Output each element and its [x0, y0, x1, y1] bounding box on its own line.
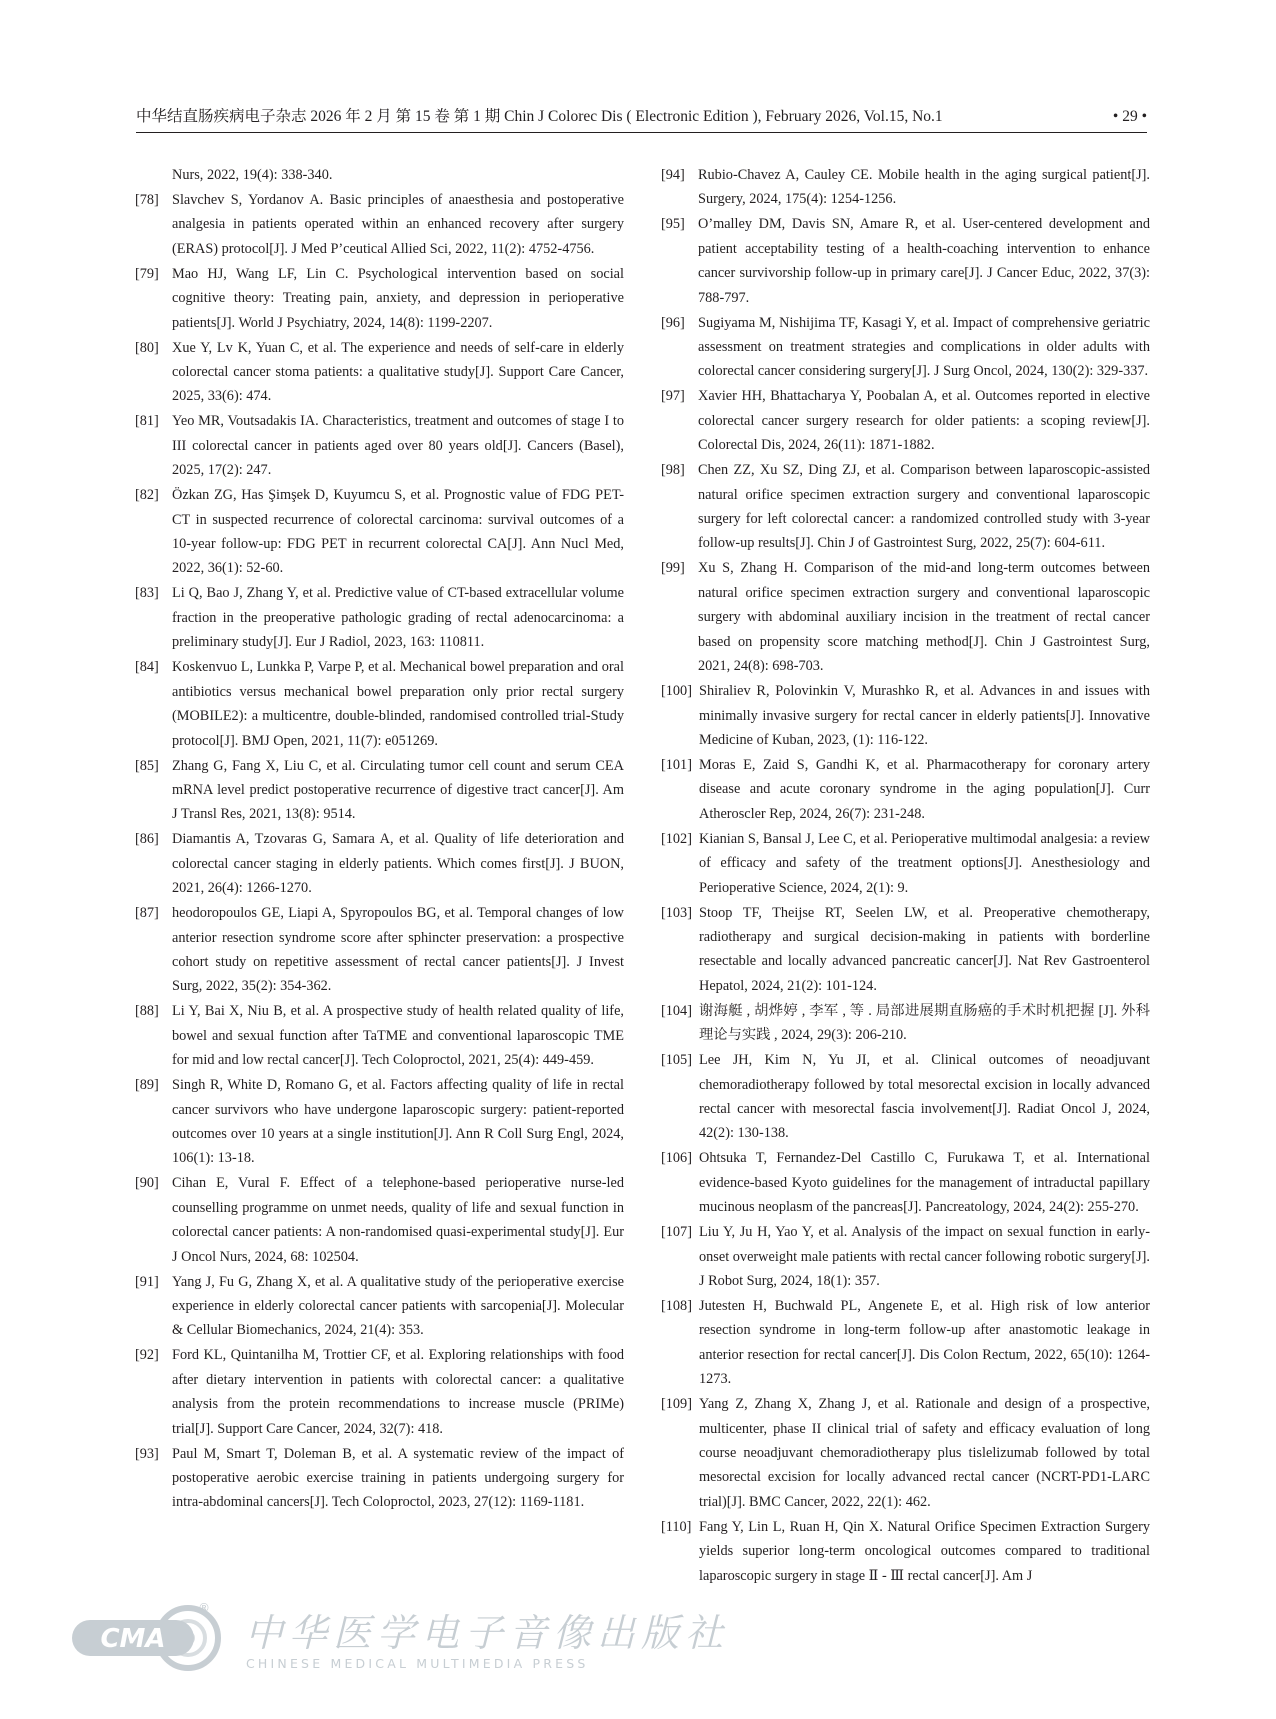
reference-number: [110]	[661, 1518, 692, 1535]
running-header	[136, 104, 1147, 133]
reference-number: [102]	[661, 830, 692, 847]
reference-item	[135, 581, 624, 654]
reference-list-left	[135, 188, 624, 1515]
reference-item	[661, 999, 1150, 1048]
reference-number: [82]	[135, 487, 159, 504]
reference-item	[135, 409, 624, 482]
reference-text: Diamantis A, Tzovaras G, Samara A, et al. Quality of life deterioration and colorectal cancer staging in elderly patients. Which comes first[J]. J BUON, 2021, 26(4): 1266-1270.	[172, 831, 624, 897]
reference-item	[661, 1220, 1150, 1293]
reference-number: [85]	[135, 757, 159, 774]
reference-number: [83]	[135, 585, 159, 602]
reference-number: [89]	[135, 1077, 159, 1094]
reference-item	[135, 1270, 624, 1343]
reference-text: Li Y, Bai X, Niu B, et al. A prospective study of health related quality of life, bowel and sexual function after TaTME and conventional laparoscopic TME for mid and low rectal cancer[J]. Tech Coloproctol, 2021, 25(4): 449-459.	[172, 1003, 624, 1069]
reference-number: [81]	[135, 413, 159, 430]
reference-text: Xavier HH, Bhattacharya Y, Poobalan A, et al. Outcomes reported in elective colorectal cancer surgery research for older patients: a scoping review[J]. Colorectal Dis, 2024, 26(11): 1871-1882.	[698, 388, 1150, 454]
reference-number: [91]	[135, 1273, 159, 1290]
reference-item	[135, 655, 624, 753]
reference-item	[661, 1146, 1150, 1219]
reference-text: Moras E, Zaid S, Gandhi K, et al. Pharmacotherapy for coronary artery disease and acute coronary syndrome in the aging population[J]. Curr Atheroscler Rep, 2024, 26(7): 231-248.	[699, 756, 1150, 822]
reference-number: [84]	[135, 659, 159, 676]
registered-mark: ®	[198, 1601, 210, 1615]
reference-item	[661, 384, 1150, 457]
reference-item	[135, 901, 624, 999]
reference-item	[135, 483, 624, 581]
reference-number: [86]	[135, 831, 159, 848]
cma-logo-icon	[70, 1600, 240, 1680]
reference-number: [100]	[661, 683, 692, 700]
reference-item	[661, 212, 1150, 310]
reference-text: Liu Y, Ju H, Yao Y, et al. Analysis of the impact on sexual function in early-onset overweight male patients with rectal cancer following robotic surgery[J]. J Robot Surg, 2024, 18(1): 357.	[699, 1224, 1150, 1289]
reference-number: [90]	[135, 1175, 159, 1192]
reference-number: [94]	[661, 167, 685, 183]
reference-text: Cihan E, Vural F. Effect of a telephone-based perioperative nurse-led counselling programme on unmet needs, quality of life and sexual function in colorectal cancer patients: A non-randomised quasi-experimental study[J]. Eur J Oncol Nurs, 2024, 68: 102504.	[172, 1175, 624, 1265]
reference-item	[135, 827, 624, 900]
reference-item	[661, 1048, 1150, 1146]
reference-list-right	[661, 163, 1150, 1588]
cma-logo-text: CMA	[100, 1624, 166, 1654]
reference-number: [99]	[661, 560, 685, 577]
reference-number: [101]	[661, 756, 692, 773]
right-reference-column	[661, 163, 1150, 1589]
reference-text: Mao HJ, Wang LF, Lin C. Psychological intervention based on social cognitive theory: Treating pain, anxiety, and depression in perioperative patients[J]. World J Psychiatry, 2024, 14(8): 1199-2207.	[172, 265, 624, 331]
reference-text: Ohtsuka T, Fernandez-Del Castillo C, Furukawa T, et al. International evidence-based Kyoto guidelines for the management of intraductal papillary mucinous neoplasm of the pancreas[J]. Pancreatology, 2024, 24(2): 255-270.	[699, 1150, 1150, 1216]
reference-text: Stoop TF, Theijse RT, Seelen LW, et al. Preoperative chemotherapy, radiotherapy and surgical decision-making in patients with borderline resectable and locally advanced pancreatic cancer[J]. Nat Rev Gastroenterol Hepatol, 2024, 21(2): 101-124.	[699, 904, 1150, 994]
reference-text: Zhang G, Fang X, Liu C, et al. Circulating tumor cell count and serum CEA mRNA level predict postoperative recurrence of digestive tract cancer[J]. Am J Transl Res, 2021, 13(8): 9514.	[172, 757, 624, 823]
reference-item	[661, 1294, 1150, 1392]
reference-text: 谢海艇 , 胡烨婷 , 李军 , 等 . 局部进展期直肠癌的手术时机把握 [J]. 外科理论与实践 , 2024, 29(3): 206-210.	[699, 1002, 1150, 1044]
reference-text: Paul M, Smart T, Doleman B, et al. A systematic review of the impact of postoperative aerobic exercise training in patients undergoing surgery for intra-abdominal cancers[J]. Tech Coloproctol, 2023, 27(12): 1169-1181.	[172, 1445, 624, 1511]
reference-item	[661, 163, 1150, 212]
reference-number: [97]	[661, 388, 685, 405]
reference-text: Fang Y, Lin L, Ruan H, Qin X. Natural Orifice Specimen Extraction Surgery yields superior long-term oncological outcomes compared to traditional laparoscopic surgery in stage Ⅱ - Ⅲ rectal cancer[J]. Am J	[699, 1518, 1150, 1584]
reference-text: Singh R, White D, Romano G, et al. Factors affecting quality of life in rectal cancer survivors who have undergone laparoscopic surgery: patient-reported outcomes over 10 years at a single institution[J]. Ann R Coll Surg Engl, 2024, 106(1): 13-18.	[172, 1077, 624, 1167]
reference-number: [105]	[661, 1052, 692, 1069]
reference-text: Yang Z, Zhang X, Zhang J, et al. Rationale and design of a prospective, multicenter, phase II clinical trial of safety and efficacy evaluation of long course neoadjuvant chemoradiotherapy plus tislelizumab followed by total mesorectal excision for locally advanced rectal cancer (NCRT-PD1-LARC trial)[J]. BMC Cancer, 2022, 22(1): 462.	[699, 1396, 1150, 1510]
reference-number: [109]	[661, 1396, 692, 1413]
reference-number: [88]	[135, 1003, 159, 1020]
reference-item	[661, 901, 1150, 999]
reference-item	[661, 1392, 1150, 1514]
reference-number: [98]	[661, 462, 685, 479]
reference-number: [93]	[135, 1445, 159, 1462]
reference-item	[661, 458, 1150, 556]
reference-item	[135, 754, 624, 827]
publisher-name-cn: 中华医学电子音像出版社	[245, 1611, 730, 1655]
reference-item	[661, 753, 1150, 826]
reference-text: Shiraliev R, Polovinkin V, Murashko R, et al. Advances in and issues with minimally invasive surgery for rectal cancer in elderly patients[J]. Innovative Medicine of Kuban, 2023, (1): 116-122.	[699, 683, 1150, 748]
reference-number: [78]	[135, 192, 159, 208]
reference-item	[661, 1515, 1150, 1588]
reference-number: [106]	[661, 1150, 692, 1167]
reference-text: Sugiyama M, Nishijima TF, Kasagi Y, et al. Impact of comprehensive geriatric assessment on treatment strategies and complications in older adults with colorectal cancer considering surgery[J]. J Surg Oncol, 2024, 130(2): 329-337.	[698, 314, 1150, 380]
reference-number: [104]	[661, 1002, 692, 1019]
reference-number: [87]	[135, 905, 159, 922]
reference-text: Özkan ZG, Has Şimşek D, Kuyumcu S, et al. Prognostic value of FDG PET-CT in suspected recurrence of colorectal carcinoma: survival outcomes of a 10-year follow-up: FDG PET in recurrent colorectal CA[J]. Ann Nucl Med, 2022, 36(1): 52-60.	[172, 487, 624, 577]
reference-text: Rubio-Chavez A, Cauley CE. Mobile health in the aging surgical patient[J]. Surgery, 2024, 175(4): 1254-1256.	[698, 167, 1150, 208]
reference-text: Xu S, Zhang H. Comparison of the mid-and long-term outcomes between natural orifice specimen extraction surgery and conventional laparoscopic surgery with abdominal auxiliary incision in the treatment of rectal cancer based on propensity score matching method[J]. Chin J Gastrointest Surg, 2021, 24(8): 698-703.	[698, 560, 1150, 675]
reference-item	[135, 1171, 624, 1269]
reference-item	[135, 1343, 624, 1441]
reference-item	[661, 827, 1150, 900]
left-reference-column	[135, 163, 624, 1515]
journal-citation: 中华结直肠疾病电子杂志 2026 年 2 月 第 15 卷 第 1 期 Chin J Colorec Dis ( Electronic Edition ), February 2026, Vol.15, No.1	[136, 108, 943, 125]
reference-number: [108]	[661, 1298, 692, 1314]
reference-number: [103]	[661, 904, 692, 921]
reference-text: Chen ZZ, Xu SZ, Ding ZJ, et al. Comparison between laparoscopic-assisted natural orifice specimen extraction surgery and conventional laparoscopic surgery for left colorectal cancer: a randomized controlled study with 3-year follow-up results[J]. Chin J of Gastrointest Surg, 2022, 25(7): 604-611.	[698, 462, 1150, 552]
publisher-watermark	[70, 1600, 730, 1680]
reference-text: Lee JH, Kim N, Yu JI, et al. Clinical outcomes of neoadjuvant chemoradiotherapy followed by total mesorectal excision in locally advanced rectal cancer with mesorectal fascia involvement[J]. Radiat Oncol J, 2024, 42(2): 130-138.	[699, 1052, 1150, 1142]
reference-item	[135, 262, 624, 335]
reference-text: Kianian S, Bansal J, Lee C, et al. Perioperative multimodal analgesia: a review of efficacy and safety of the treatment options[J]. Anesthesiology and Perioperative Science, 2024, 2(1): 9.	[699, 830, 1151, 896]
reference-text: Koskenvuo L, Lunkka P, Varpe P, et al. Mechanical bowel preparation and oral antibiotics versus mechanical bowel preparation only prior rectal surgery (MOBILE2): a multicentre, double-blinded, randomised controlled trial-Study protocol[J]. BMJ Open, 2021, 11(7): e051269.	[172, 659, 624, 749]
reference-number: [107]	[661, 1224, 692, 1241]
reference-text: Xue Y, Lv K, Yuan C, et al. The experience and needs of self-care in elderly colorectal cancer stoma patients: a qualitative study[J]. Support Care Cancer, 2025, 33(6): 474.	[172, 339, 624, 405]
page-number: • 29 •	[1112, 108, 1147, 125]
reference-item	[661, 679, 1150, 752]
reference-text: heodoropoulos GE, Liapi A, Spyropoulos BG, et al. Temporal changes of low anterior resection syndrome score after sphincter preservation: a prospective cohort study on repetitive assessment of rectal cancer patients[J]. J Invest Surg, 2022, 35(2): 354-362.	[172, 905, 624, 995]
reference-text: Jutesten H, Buchwald PL, Angenete E, et al. High risk of low anterior resection syndrome in long-term follow-up after anastomotic leakage in anterior resection for rectal cancer[J]. Dis Colon Rectum, 2022, 65(10): 1264-1273.	[699, 1298, 1150, 1388]
reference-continuation: Nurs, 2022, 19(4): 338-340.	[172, 167, 333, 183]
reference-text: Li Q, Bao J, Zhang Y, et al. Predictive value of CT-based extracellular volume fraction in the preoperative pathologic grading of rectal adenocarcinoma: a preliminary study[J]. Eur J Radiol, 2023, 163: 110811.	[172, 585, 624, 651]
reference-number: [79]	[135, 265, 159, 282]
reference-item	[661, 311, 1150, 384]
reference-text: Yang J, Fu G, Zhang X, et al. A qualitative study of the perioperative exercise experience in elderly colorectal cancer patients with sarcopenia[J]. Molecular & Cellular Biomechanics, 2024, 21(4): 353.	[172, 1273, 624, 1339]
reference-number: [96]	[661, 314, 685, 331]
publisher-name-en: CHINESE MEDICAL MULTIMEDIA PRESS	[246, 1656, 589, 1671]
reference-number: [92]	[135, 1347, 159, 1364]
reference-number: [80]	[135, 339, 159, 356]
reference-item	[135, 1073, 624, 1171]
reference-text: Slavchev S, Yordanov A. Basic principles of anaesthesia and postoperative analgesia in patients operated within an enhanced recovery after surgery (ERAS) protocol[J]. J Med P’ceutical Allied Sci, 2022, 11(2): 4752-4756.	[172, 192, 624, 257]
reference-text: Ford KL, Quintanilha M, Trottier CF, et al. Exploring relationships with food after dietary intervention in patients with colorectal cancer: a qualitative analysis from the protein recommendations to increase muscle (PRIMe) trial[J]. Support Care Cancer, 2024, 32(7): 418.	[172, 1347, 624, 1437]
reference-text: Yeo MR, Voutsadakis IA. Characteristics, treatment and outcomes of stage I to III colorectal cancer in patients aged over 80 years old[J]. Cancers (Basel), 2025, 17(2): 247.	[172, 413, 624, 479]
reference-item	[661, 556, 1150, 678]
reference-item	[135, 188, 624, 261]
reference-text: O’malley DM, Davis SN, Amare R, et al. User-centered development and patient acceptability testing of a health-coaching intervention to enhance cancer survivorship follow-up in primary care[J]. J Cancer Educ, 2022, 37(3): 788-797.	[698, 216, 1150, 306]
reference-item	[135, 999, 624, 1072]
reference-number: [95]	[661, 216, 685, 233]
reference-item	[135, 1442, 624, 1515]
reference-item	[135, 336, 624, 409]
